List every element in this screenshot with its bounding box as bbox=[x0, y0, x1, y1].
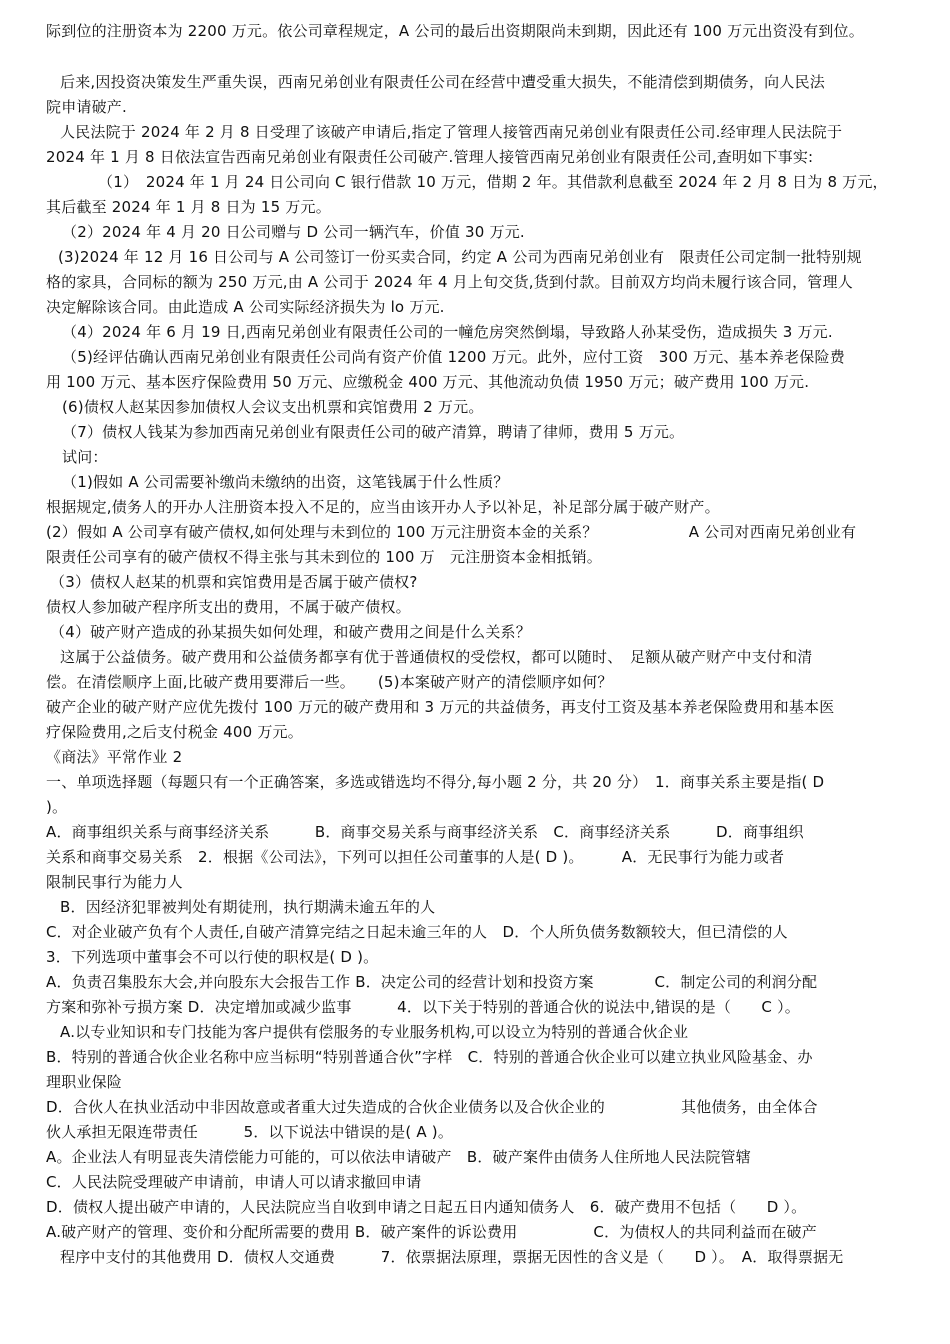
text-line: （1)假如 A 公司需要补缴尚未缴纳的出资，这笔钱属于什么性质？ bbox=[62, 473, 509, 491]
text-line: （1） 2024 年 1 月 24 日公司向 C 银行借款 10 万元，借期 2 年。其借款利息截至 2024 年 2 月 8 日为 8 万元， bbox=[98, 173, 888, 191]
text-line: B．因经济犯罪被判处有期徒刑，执行期满未逾五年的人 bbox=[60, 898, 436, 916]
text-line: 程序中支付的其他费用 D．债权人交通费 7．依票据法原理，票据无因性的含义是（ D ）。 A．取得票据无 bbox=[60, 1248, 844, 1266]
text-line: （5)经评估确认西南兄弟创业有限责任公司尚有资产价值 1200 万元。此外，应付工资 300 万元、基本养老保险费 bbox=[62, 348, 845, 366]
text-line: 际到位的注册资本为 2200 万元。依公司章程规定，A 公司的最后出资期限尚未到期，因此还有 100 万元出资没有到位。 bbox=[46, 22, 864, 40]
text-line: 债权人参加破产程序所支出的费用，不属于破产债权。 bbox=[46, 598, 411, 616]
text-line: 一、单项选择题（每题只有一个正确答案，多选或错选均不得分,每小题 2 分，共 20 分） 1．商事关系主要是指( D bbox=[46, 773, 825, 791]
text-line: 关系和商事交易关系 2．根据《公司法》，下列可以担任公司董事的人是( D )。 A．无民事行为能力或者 bbox=[46, 848, 785, 866]
text-line: A.以专业知识和专门技能为客户提供有偿服务的专业服务机构,可以设立为特别的普通合伙企业 bbox=[60, 1023, 689, 1041]
text-line: 偿。在清偿顺序上面,比破产费用要滞后一些。 (5)本案破产财产的清偿顺序如何？ bbox=[46, 673, 613, 691]
text-line: 方案和弥补亏损方案 D．决定增加或减少监事 4．以下关于特别的普通合伙的说法中,错误的是（ C ）。 bbox=[46, 998, 800, 1016]
text-line: 根据规定,债务人的开办人注册资本投入不足的，应当由该开办人予以补足，补足部分属于破产财产。 bbox=[46, 498, 720, 516]
text-line: D．债权人提出破产申请的，人民法院应当自收到申请之日起五日内通知债务人 6．破产费用不包括（ D ）。 bbox=[46, 1198, 807, 1216]
text-line: 试问： bbox=[62, 448, 108, 466]
text-line: A．负责召集股东大会,并向股东大会报告工作 B．决定公司的经营计划和投资方案 C．制定公司的利润分配 bbox=[46, 973, 818, 991]
text-line: 人民法院于 2024 年 2 月 8 日受理了该破产申请后,指定了管理人接管西南兄弟创业有限责任公司.经审理人民法院于 bbox=[60, 123, 843, 141]
text-line: 破产企业的破产财产应优先拨付 100 万元的破产费用和 3 万元的共益债务，再支付工资及基本养老保险费用和基本医 bbox=[46, 698, 835, 716]
section-title: 《商法》平常作业 2 bbox=[46, 748, 183, 766]
text-line: (3)2024 年 12 月 16 日公司与 A 公司签订一份买卖合同，约定 A 公司为西南兄弟创业有 限责任公司定制一批特别规 bbox=[58, 248, 862, 266]
text-line: 决定解除该合同。由此造成 A 公司实际经济损失为 lo 万元. bbox=[46, 298, 445, 316]
text-line: C．人民法院受理破产申请前，申请人可以请求撤回申请 bbox=[46, 1173, 422, 1191]
text-line: 用 100 万元、基本医疗保险费用 50 万元、应缴税金 400 万元、其他流动负债 1950 万元；破产费用 100 万元. bbox=[46, 373, 810, 391]
text-line: 限责任公司享有的破产债权不得主张与其未到位的 100 万 元注册资本金相抵销。 bbox=[46, 548, 602, 566]
text-line: 2024 年 1 月 8 日依法宣告西南兄弟创业有限责任公司破产.管理人接管西南兄弟创业有限责任公司,查明如下事实: bbox=[46, 148, 814, 166]
text-line: （4）2024 年 6 月 19 日,西南兄弟创业有限责任公司的一幢危房突然倒塌，导致路人孙某受伤，造成损失 3 万元. bbox=[62, 323, 833, 341]
text-line: 格的家具，合同标的额为 250 万元,由 A 公司于 2024 年 4 月上旬交货,货到付款。目前双方均尚未履行该合同，管理人 bbox=[46, 273, 853, 291]
text-line: (2）假如 A 公司享有破产债权,如何处理与未到位的 100 万元注册资本金的关系？ A 公司对西南兄弟创业有 bbox=[46, 523, 857, 541]
text-line: B．特别的普通合伙企业名称中应当标明“特别普通合伙”字样 C．特别的普通合伙企业可以建立执业风险基金、办 bbox=[46, 1048, 813, 1066]
text-line: （3）债权人赵某的机票和宾馆费用是否属于破产债权? bbox=[50, 573, 418, 591]
text-line: 3．下列选项中董事会不可以行使的职权是( D )。 bbox=[46, 948, 379, 966]
text-line: A。企业法人有明显丧失清偿能力可能的，可以依法申请破产 B．破产案件由债务人住所地人民法院管辖 bbox=[46, 1148, 751, 1166]
text-line: C．对企业破产负有个人责任,自破产清算完结之日起未逾三年的人 D．个人所负债务数额较大，但已清偿的人 bbox=[46, 923, 788, 941]
text-line: D．合伙人在执业活动中非因故意或者重大过失造成的合伙企业债务以及合伙企业的 其他债务，由全体合 bbox=[46, 1098, 818, 1116]
text-line: )。 bbox=[46, 798, 68, 816]
text-line: 理职业保险 bbox=[46, 1073, 123, 1091]
text-line: 疗保险费用,之后支付税金 400 万元。 bbox=[46, 723, 303, 741]
text-line: （7）债权人钱某为参加西南兄弟创业有限责任公司的破产清算，聘请了律师，费用 5 万元。 bbox=[62, 423, 685, 441]
text-line: A．商事组织关系与商事经济关系 B．商事交易关系与商事经济关系 C．商事经济关系 D．商事组织 bbox=[46, 823, 804, 841]
text-line: 其后截至 2024 年 1 月 8 日为 15 万元。 bbox=[46, 198, 331, 216]
text-line: 限制民事行为能力人 bbox=[46, 873, 183, 891]
text-line: 这属于公益债务。破产费用和公益债务都享有优于普通债权的受偿权，都可以随时、 足额从破产财产中支付和清 bbox=[60, 648, 813, 666]
text-line: 后来,因投资决策发生严重失误，西南兄弟创业有限责任公司在经营中遭受重大损失，不能清偿到期债务，向人民法 bbox=[60, 73, 825, 91]
text-line: 院申请破产. bbox=[46, 98, 127, 116]
text-line: 伙人承担无限连带责任 5．以下说法中错误的是( A )。 bbox=[46, 1123, 454, 1141]
text-line: （4）破产财产造成的孙某损失如何处理，和破产费用之间是什么关系？ bbox=[50, 623, 531, 641]
text-line: A.破产财产的管理、变价和分配所需要的费用 B．破产案件的诉讼费用 C．为债权人的共同利益而在破产 bbox=[46, 1223, 817, 1241]
text-line: (6)债权人赵某因参加债权人会议支出机票和宾馆费用 2 万元。 bbox=[62, 398, 484, 416]
text-line: （2）2024 年 4 月 20 日公司赠与 D 公司一辆汽车，价值 30 万元. bbox=[62, 223, 525, 241]
